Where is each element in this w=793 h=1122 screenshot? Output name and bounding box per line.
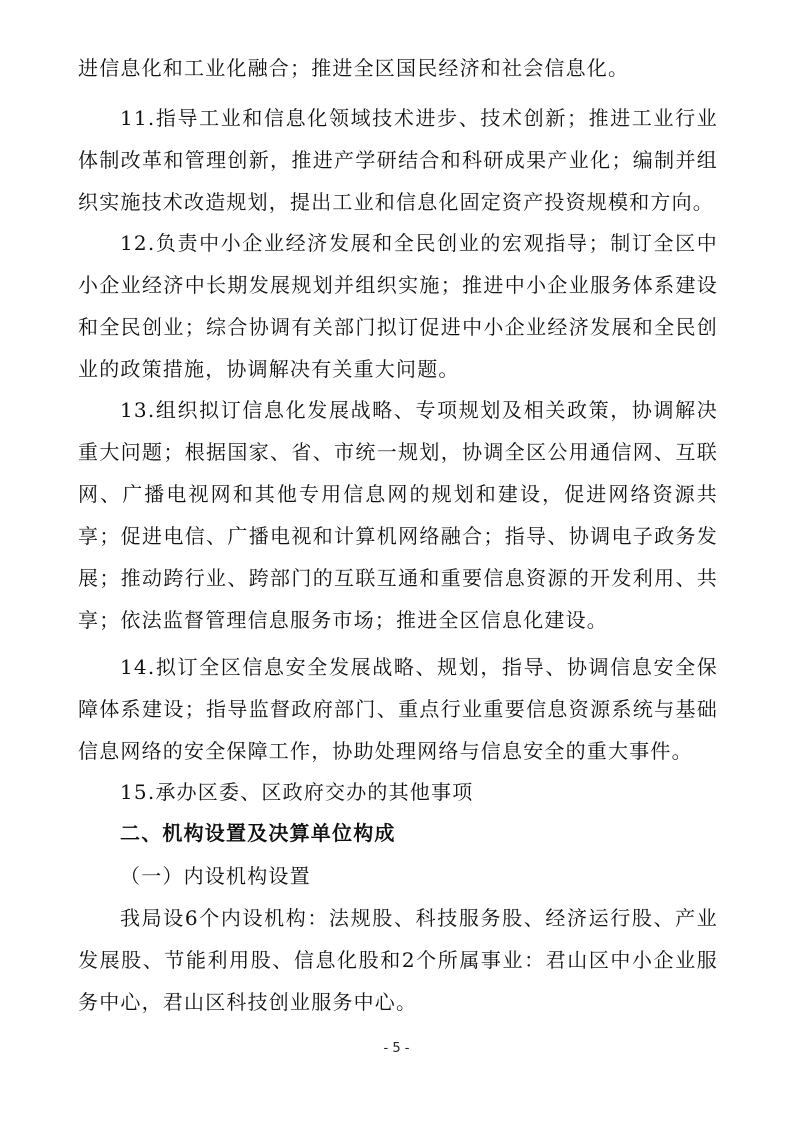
paragraph-item-14: 14.拟订全区信息安全发展战略、规划，指导、协调信息安全保障体系建设；指导监督政府部门、重点行业重要信息资源系统与基础信息网络的安全保障工作，协助处理网络与信息安全的重大事件。 xyxy=(78,655,718,763)
subsection-heading: （一）内设机构设置 xyxy=(120,864,311,888)
paragraph-continued: 进信息化和工业化融合；推进全区国民经济和社会信息化。 xyxy=(78,56,630,80)
paragraph-item-13: 13.组织拟订信息化发展战略、专项规划及相关政策，协调解决重大问题；根据国家、省、市统一规划，协调全区公用通信网、互联网、广播电视网和其他专用信息网的规划和建设，促进网络资源共享；促进电信、广播电视和计算机网络融合；指导、协调电子政务发展；推动跨行业、跨部门的互联互通和重要信息资源的开发利用、共享；依法监督管理信息服务市场；推进全区信息化建设。 xyxy=(78,398,718,632)
section-heading: 二、机构设置及决算单位构成 xyxy=(120,821,396,845)
paragraph-item-11: 11.指导工业和信息化领域技术进步、技术创新；推进工业行业体制改革和管理创新，推进产学研结合和科研成果产业化；编制并组织实施技术改造规划，提出工业和信息化固定资产投资规模和方向。 xyxy=(78,106,718,214)
institution-paragraph: 我局设6个内设机构：法规股、科技服务股、经济运行股、产业发展股、节能利用股、信息化股和2个所属事业：君山区中小企业服务中心，君山区科技创业服务中心。 xyxy=(78,906,718,1014)
paragraph-item-12: 12.负责中小企业经济发展和全民创业的宏观指导；制订全区中小企业经济中长期发展规划并组织实施；推进中小企业服务体系建设和全民创业；综合协调有关部门拟订促进中小企业经济发展和全民创业的政策措施，协调解决有关重大问题。 xyxy=(78,231,718,381)
page-number: - 5 - xyxy=(383,1041,410,1056)
paragraph-item-15: 15.承办区委、区政府交办的其他事项 xyxy=(120,780,474,804)
